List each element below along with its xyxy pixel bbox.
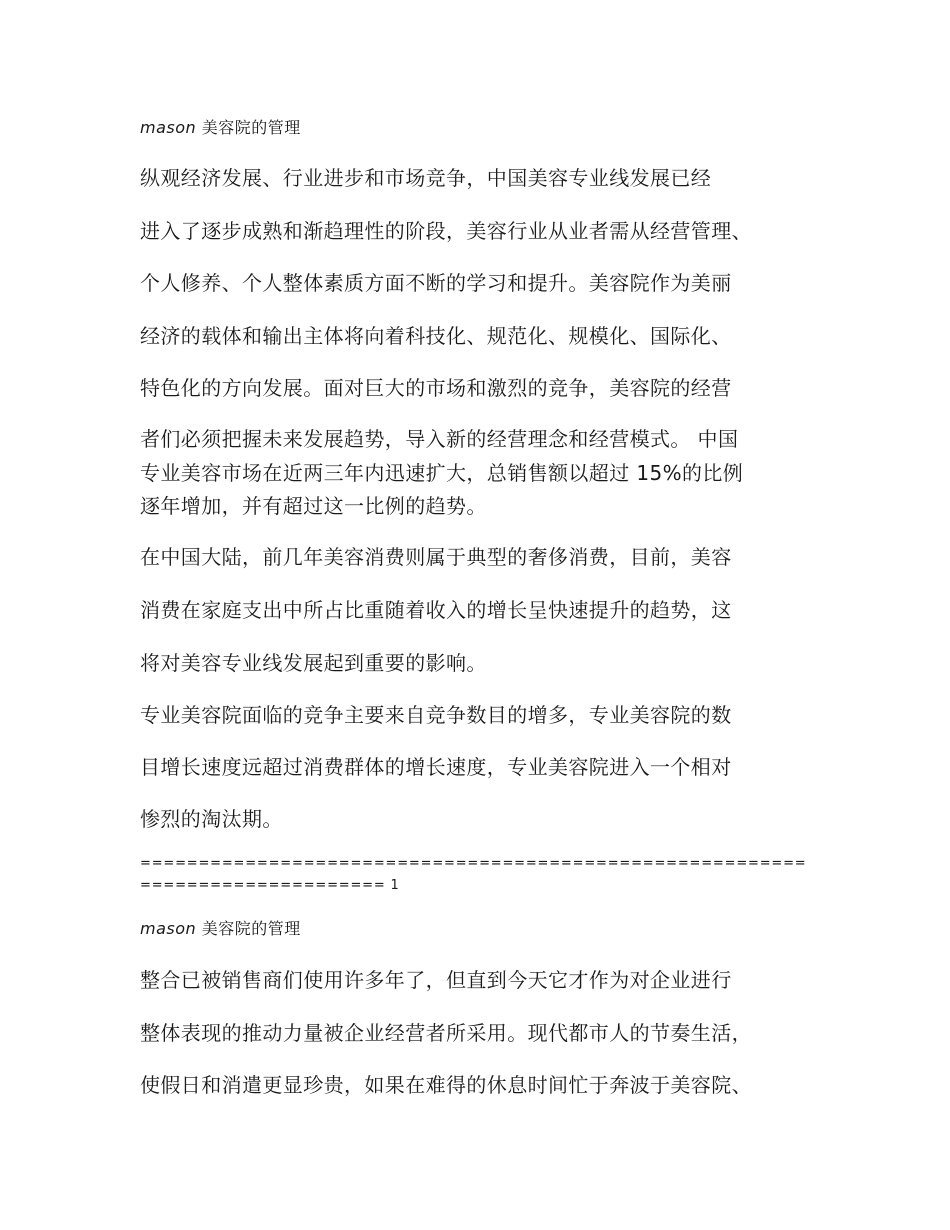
text-line: 经济的载体和输出主体将向着科技化、规范化、规模化、国际化、: [140, 324, 732, 348]
page-number-line: ===================== 1: [140, 878, 400, 893]
header-title: 美容院的管理: [201, 919, 301, 938]
text-line: 使假日和消遣更显珍贵，如果在难得的休息时间忙于奔波于美容院、: [140, 1073, 752, 1097]
page-header: [140, 919, 830, 939]
text-line: 个人修养、个人整体素质方面不断的学习和提升。美容院作为美丽: [140, 271, 732, 295]
header-title: 美容院的管理: [201, 118, 301, 137]
text-line: 目增长速度远超过消费群体的增长速度，专业美容院进入一个相对: [140, 755, 732, 779]
text-line: 逐年增加，并有超过这一比例的趋势。: [140, 494, 487, 518]
page-separator-line: =========================================================: [140, 856, 807, 871]
header-brand: mason: [140, 118, 197, 137]
text-line: 特色化的方向发展。面对巨大的市场和激烈的竞争，美容院的经营: [140, 376, 732, 400]
text-line: 惨烈的淘汰期。: [140, 807, 283, 831]
text-line: 整体表现的推动力量被企业经营者所采用。现代都市人的节奏生活，: [140, 1021, 752, 1045]
text-line: 将对美容专业线发展起到重要的影响。: [140, 651, 487, 675]
text-line: 纵观经济发展、行业进步和市场竞争，中国美容专业线发展已经: [140, 166, 712, 190]
text-line: 消费在家庭支出中所占比重随着收入的增长呈快速提升的趋势，这: [140, 598, 732, 622]
text-line: 进入了逐步成熟和渐趋理性的阶段，美容行业从业者需从经营管理、: [140, 219, 752, 243]
page-header: [140, 118, 830, 138]
text-line: 专业美容市场在近两三年内迅速扩大，总销售额以超过 15%的比例: [140, 461, 744, 485]
header-brand: mason: [140, 919, 197, 938]
text-line: 专业美容院面临的竞争主要来自竞争数目的增多，专业美容院的数: [140, 703, 732, 727]
text-line: 在中国大陆，前几年美容消费则属于典型的奢侈消费，目前，美容: [140, 545, 732, 569]
text-line: 者们必须把握未来发展趋势，导入新的经营理念和经营模式。 中国: [140, 427, 739, 451]
text-line: 整合已被销售商们使用许多年了，但直到今天它才作为对企业进行: [140, 968, 732, 992]
